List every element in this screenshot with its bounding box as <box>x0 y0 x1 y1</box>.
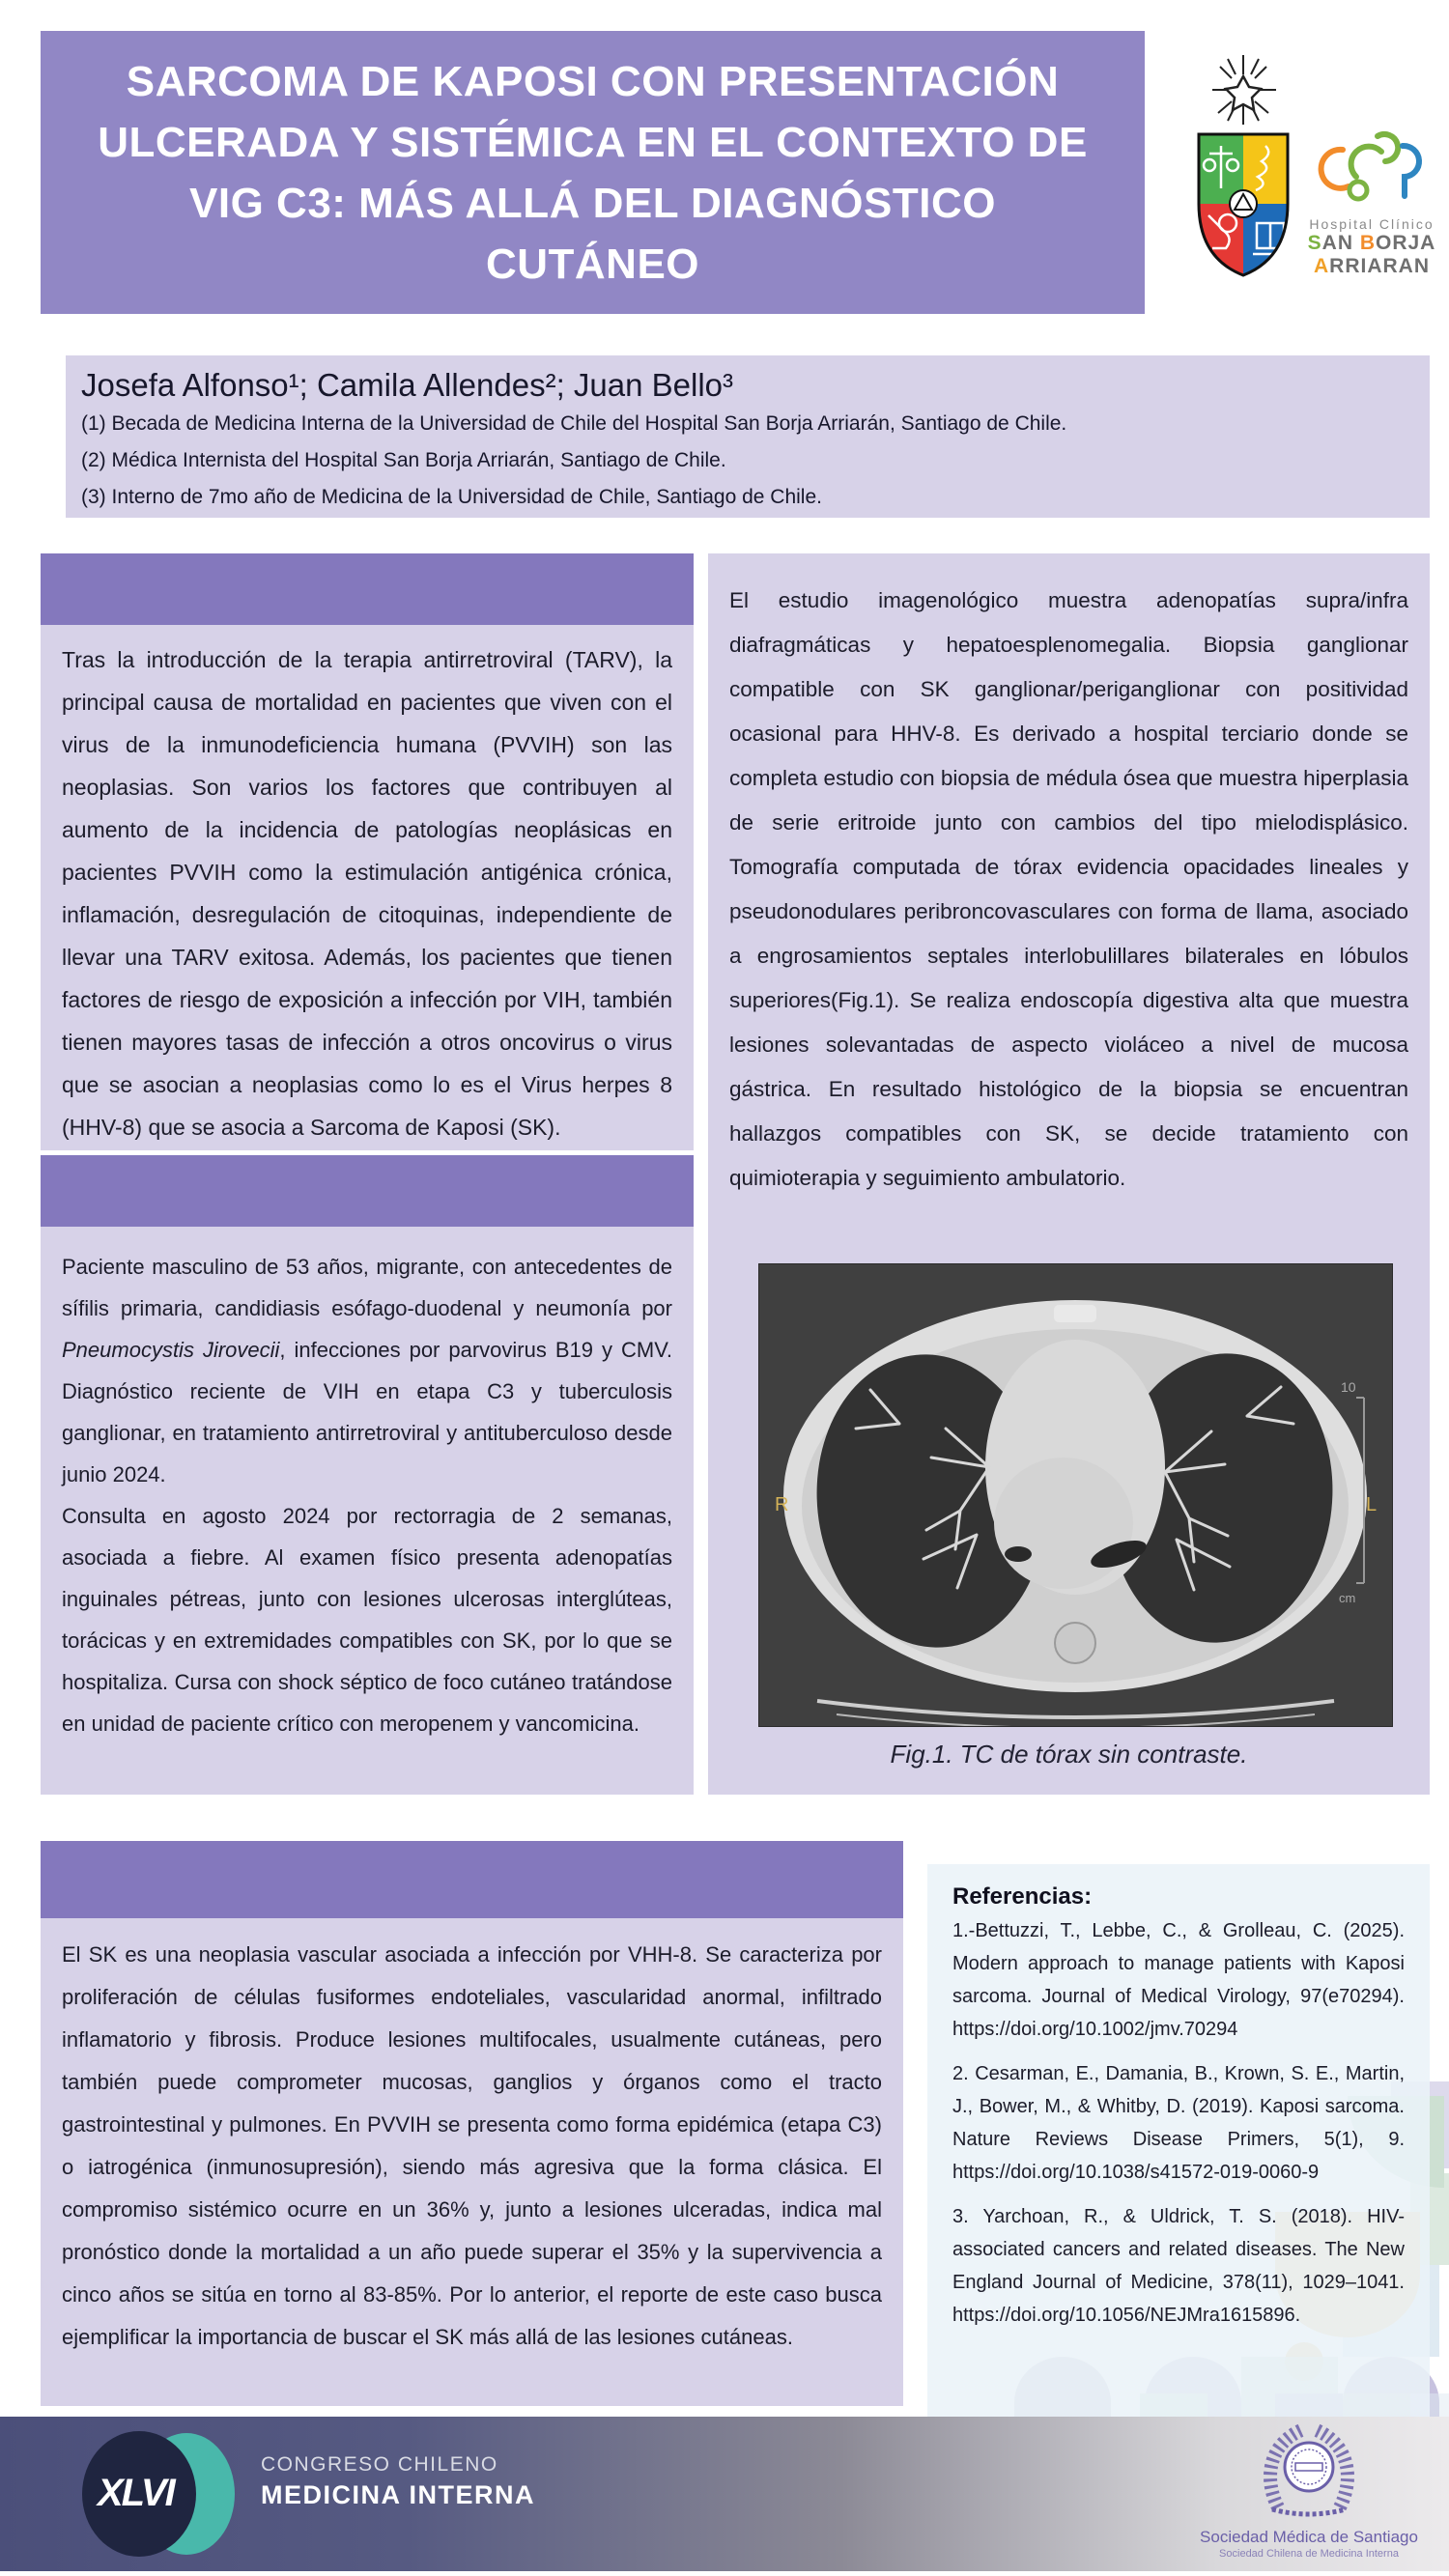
title-line: VIG C3: MÁS ALLÁ DEL DIAGNÓSTICO <box>189 179 996 227</box>
congress-text <box>261 2453 535 2510</box>
author-affiliation: (2) Médica Internista del Hospital San Borja Arriarán, Santiago de Chile. <box>81 449 726 471</box>
authors-panel <box>66 355 1430 518</box>
title-line: SARCOMA DE KAPOSI CON PRESENTACIÓN <box>126 57 1060 105</box>
authors-names: Josefa Alfonso¹; Camila Allendes²; Juan Bello³ <box>81 367 734 403</box>
hospital-logo-icon <box>1314 121 1430 210</box>
poster-title <box>41 31 1145 314</box>
reference-item: 2. Cesarman, E., Damania, B., Krown, S. E., Martin, J., Bower, M., & Whitby, D. (2019). Kaposi sarcoma. Nature Reviews Disease Primers, 5(1), 9. https://doi.org/10.1038/s41572-019-0060-9 <box>952 2063 1405 2183</box>
society-logo <box>1198 2419 1420 2560</box>
results-text: El estudio imagenológico muestra adenopatías supra/infra diafragmáticas y hepatoesplenomegalia. Biopsia ganglionar compatible con SK ganglionar/periganglionar con positividad ocasional para HHV-8. Es derivado a hospital terciario donde se completa estudio con biopsia de médula ósea que muestra hiperplasia de serie eritroide junto con cambios del tipo mielodisplásico. Tomografía computada de tórax evidencia opacidades lineales y pseudonodulares peribroncovasculares con forma de llama, asociado a engrosamientos septales interlobulillares bilaterales en lóbulos superiores(Fig.1). Se realiza endoscopía digestiva alta que muestra lesiones solevantadas de aspecto violáceo a nivel de mucosa gástrica. En resultado histológico de la biopsia se encuentran hallazgos compatibles con SK, se decide tratamiento con quimioterapia y seguimiento ambulatorio. <box>729 588 1408 1190</box>
reference-item: 1.-Bettuzzi, T., Lebbe, C., & Grolleau, C. (2025). Modern approach to manage patients with Kaposi sarcoma. Journal of Medical Virology, 97(e70294). https://doi.org/10.1002/jmv.70294 <box>952 1920 1405 2040</box>
congress-number: XLVI <box>98 2472 174 2514</box>
congress-line2: MEDICINA INTERNA <box>261 2480 535 2509</box>
congress-logo-icon <box>82 2431 246 2557</box>
intro-section-header-bar <box>41 553 694 625</box>
society-line1: Sociedad Médica de Santiago <box>1200 2528 1418 2546</box>
figure-caption: Fig.1. TC de tórax sin contraste. <box>890 1740 1248 1769</box>
hospital-logo <box>1304 121 1439 295</box>
discussion-section-header-bar <box>41 1841 903 1918</box>
discussion-text: El SK es una neoplasia vascular asociada a infección por VHH-8. Se caracteriza por proliferación de células fusiformes endoteliales, vascularidad anormal, infiltrado inflamatorio y fibrosis. Produce lesiones multifocales, usualmente cutáneas, pero también puede comprometer mucosas, ganglios y órganos como el tracto gastrointestinal y pulmones. En PVVIH se presenta como forma epidémica (etapa C3) o iatrogénica (inmunosupresión), siendo más agresiva que la forma clásica. El compromiso sistémico ocurre en un 36% y, junto a lesiones ulceradas, indica mal pronóstico donde la mortalidad a un año puede superar el 35% y la supervivencia a cinco años se sitúa en torno al 83-85%. Por lo anterior, el reporte de este caso busca ejemplificar la importancia de buscar el SK más allá de las lesiones cutáneas. <box>62 1942 882 2349</box>
reference-item: 3. Yarchoan, R., & Uldrick, T. S. (2018). HIV-associated cancers and related diseases. The New England Journal of Medicine, 378(11), 1029–1041. https://doi.org/10.1056/NEJMra1615896. <box>952 2206 1405 2326</box>
intro-text: Tras la introducción de la terapia antirretroviral (TARV), la principal causa de mortalidad en pacientes que viven con el virus de la inmunodeficiencia humana (PVVIH) son las neoplasias. Son varios los factores que contribuyen al aumento de la incidencia de patologías neoplásicas en pacientes PVVIH como la estimulación antigénica crónica, inflamación, desregulación de citoquinas, independiente de llevar una TARV exitosa. Además, los pacientes que tienen factores de riesgo de exposición a infección por VIH, también tienen mayores tasas de infección a otros oncovirus o virus que se asocian a neoplasias como lo es el Virus herpes 8 (HHV-8) que se asocia a Sarcoma de Kaposi (SK). <box>62 647 672 1140</box>
bottom-margin <box>0 2571 1449 2576</box>
congress-line1: CONGRESO CHILENO <box>261 2453 498 2476</box>
references-heading: Referencias: <box>952 1883 1093 1910</box>
footer-band <box>0 2417 1449 2571</box>
author-affiliation: (1) Becada de Medicina Interna de la Universidad de Chile del Hospital San Borja Arriarán, Santiago de Chile. <box>81 412 1067 435</box>
society-emblem-icon <box>1251 2419 1367 2521</box>
ct-scale-value: 10 <box>1341 1379 1356 1395</box>
case-section-body <box>41 1227 694 1795</box>
case-paragraph-2: Consulta en agosto 2024 por rectorragia de 2 semanas, asociada a fiebre. Al examen físico presenta adenopatías inguinales pétreas, junto con lesiones ulcerosas interglúteas, torácicas y en extremidades compatibles con SK, por lo que se hospitaliza. Cursa con shock séptico de foco cutáneo tratándose en unidad de paciente crítico con meropenem y vancomicina. <box>62 1504 672 1736</box>
case-paragraph-1: Paciente masculino de 53 años, migrante, con antecedentes de sífilis primaria, candidiasis esófago-duodenal y neumonía por Pneumocystis Jirovecii, infecciones por parvovirus B19 y CMV. Diagnóstico reciente de VIH en etapa C3 y tuberculosis ganglionar, en tratamiento antirretroviral y antituberculoso desde junio 2024. <box>62 1255 672 1486</box>
logo-area <box>1183 53 1449 295</box>
title-line: CUTÁNEO <box>485 240 700 288</box>
title-line: ULCERADA Y SISTÉMICA EN EL CONTEXTO DE <box>98 118 1088 166</box>
intro-section-body <box>41 625 694 1150</box>
ct-label-right: R <box>775 1494 789 1515</box>
society-line2: Sociedad Chilena de Medicina Interna <box>1219 2548 1399 2560</box>
university-shield-icon <box>1183 53 1304 290</box>
author-affiliation: (3) Interno de 7mo año de Medicina de la Universidad de Chile, Santiago de Chile. <box>81 486 822 508</box>
case-section-header-bar <box>41 1155 694 1227</box>
ct-label-left: L <box>1366 1494 1378 1515</box>
ct-scale-unit: cm <box>1339 1591 1356 1605</box>
hospital-name-line3: ARRIARAN <box>1314 255 1430 277</box>
ct-scan-image <box>758 1263 1393 1727</box>
results-section-body <box>708 553 1430 1795</box>
hospital-name-line1: Hospital Clínico <box>1309 216 1435 232</box>
references-panel <box>927 1864 1430 2420</box>
discussion-section-body <box>41 1918 903 2406</box>
hospital-name-line2: SAN BORJA <box>1307 232 1436 254</box>
